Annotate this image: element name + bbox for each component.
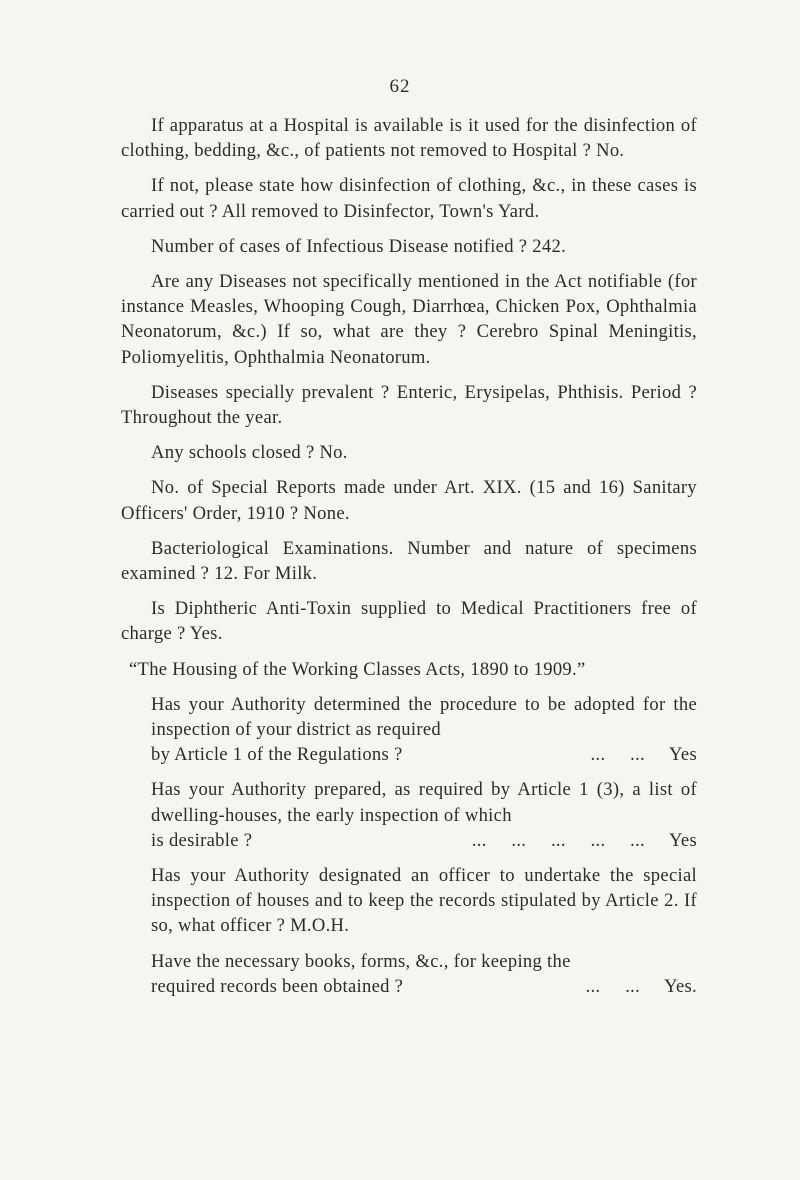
housing-q2-text: Has your Authority prepared, as required by Article 1 (3), a list of dwelling-houses, the early inspection of which bbox=[151, 779, 697, 826]
housing-q4-tail: required records been obtained ? bbox=[151, 975, 404, 997]
paragraph-notifiable-diseases: Are any Diseases not specifically mentioned in the Act notifiable (for instance Measles, Whooping Cough, Diarrhœa, Chicken Pox, Ophthalmia Neonatorum, &c.) If so, what are they ? Cerebro Spinal Meningitis, Poliomyelitis, Ophthalmia Neonatorum. bbox=[121, 271, 697, 368]
page-number: 62 bbox=[389, 76, 411, 97]
housing-question-list bbox=[151, 777, 697, 853]
paragraph-schools-closed: Any schools closed ? No. bbox=[151, 442, 348, 464]
paragraph-bacteriological: Bacteriological Examinations. Number and nature of specimens examined ? 12. For Milk. bbox=[121, 537, 697, 585]
housing-q1-text: Has your Authority determined the procedure to be adopted for the inspection of your district as required bbox=[151, 693, 697, 741]
paragraph-special-reports: No. of Special Reports made under Art. XIX. (15 and 16) Sanitary Officers' Order, 1910 ? None. bbox=[121, 477, 697, 524]
housing-question-procedure bbox=[151, 692, 697, 768]
paragraph-disinfection-method: If not, please state how disinfection of clothing, &c., in these cases is carried out ? All removed to Disinfector, Town's Yard. bbox=[121, 175, 697, 222]
housing-q2-tail: is desirable ? bbox=[151, 829, 253, 851]
paragraph-cases-notified: Number of cases of Infectious Disease notified ? 242. bbox=[151, 235, 567, 257]
housing-q4-answer: ... ... Yes. bbox=[585, 975, 697, 997]
paragraph-prevalent-diseases: Diseases specially prevalent ? Enteric, Erysipelas, Phthisis. Period ? Throughout the year. bbox=[121, 381, 697, 429]
housing-question-books bbox=[151, 949, 697, 999]
housing-question-officer bbox=[151, 863, 697, 939]
housing-q2-answer: ... ... ... ... ... Yes bbox=[471, 829, 697, 851]
housing-q4-text: Have the necessary books, forms, &c., for keeping the bbox=[151, 950, 571, 972]
housing-q1-answer: ... ... Yes bbox=[590, 744, 697, 766]
housing-q3-text: Has your Authority designated an officer to undertake the special inspection of houses and to keep the records stipulated by Article 2. If so, what officer ? M.O.H. bbox=[151, 865, 697, 937]
housing-q1-tail: by Article 1 of the Regulations ? bbox=[151, 744, 403, 766]
paragraph-antitoxin: Is Diphtheric Anti-Toxin supplied to Medical Practitioners free of charge ? Yes. bbox=[121, 598, 697, 645]
housing-acts-heading: “The Housing of the Working Classes Acts, 1890 to 1909.” bbox=[129, 658, 586, 680]
paragraph-hospital-disinfection: If apparatus at a Hospital is available is it used for the disinfection of clothing, bedding, &c., of patients not removed to Hospital ? No. bbox=[121, 115, 697, 162]
page-body bbox=[121, 113, 697, 1009]
